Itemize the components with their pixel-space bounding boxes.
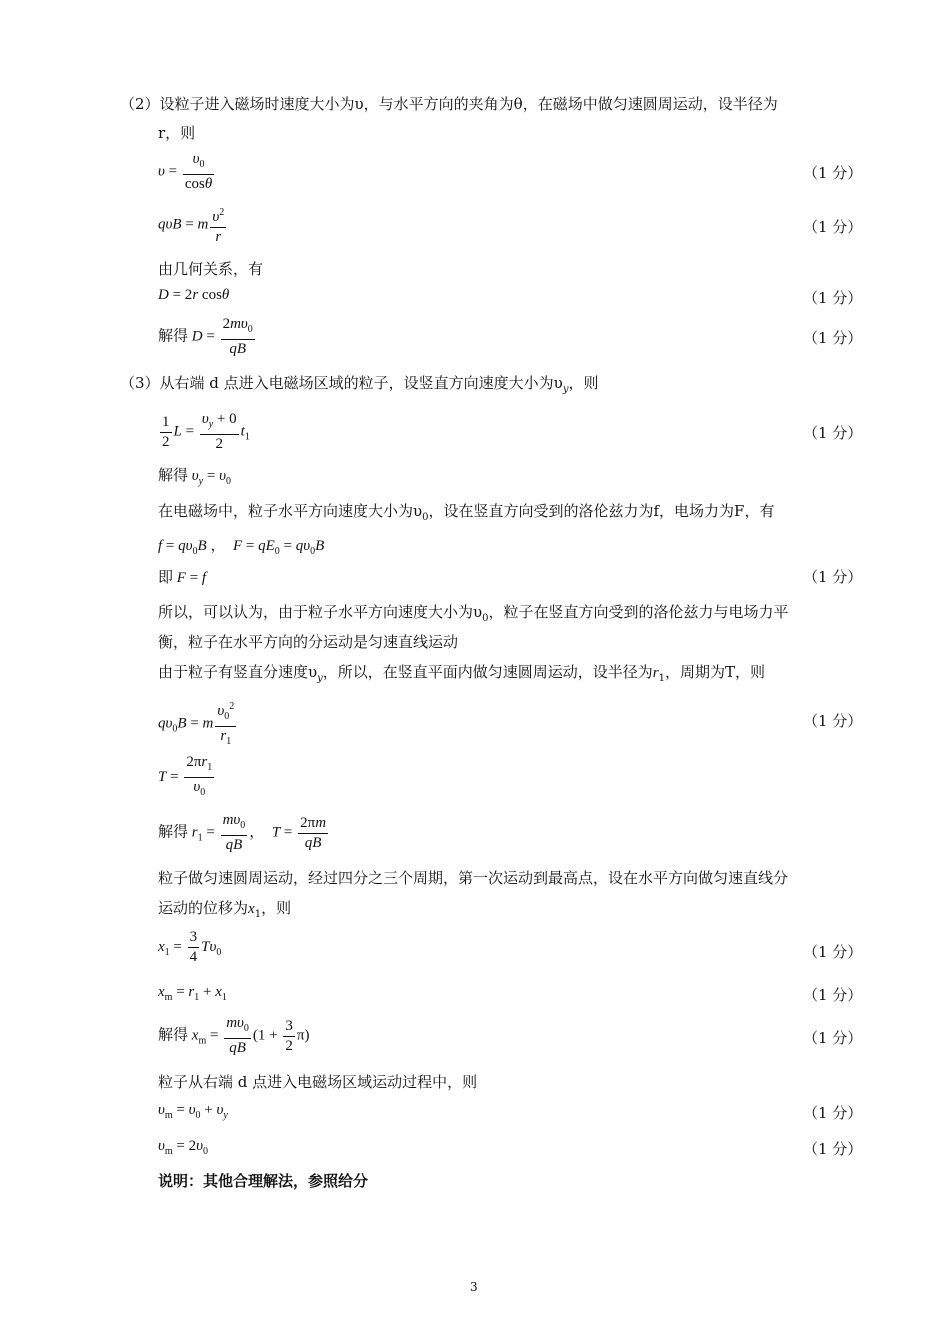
score: （1 分） [803,568,863,586]
score: （1 分） [803,164,863,182]
part3-intro: （3）从右端 d 点进入电磁场区域的粒子，设竖直方向速度大小为$\upsilon_y$，则 [120,374,599,395]
equation-forces: $f = q\upsilon_0B$ ， $F = qE_0 = q\upsilon_0B$ [158,538,325,557]
equation-xm-solution: 解得 $x_m$ = $\frac{m\upsilon_0}{qB}$ (1 + $\frac{3}{2}$ π) [158,1015,310,1056]
conclusion-line1: 所以，可以认为，由于粒子水平方向速度大小为$\upsilon_0$，粒子在竖直方向受到的洛伦兹力与电场力平 [158,603,789,624]
score: （1 分） [803,986,863,1004]
equation-period: T = $\frac{2\pi r_1}{\upsilon_0}$ [158,754,213,798]
score: （1 分） [803,424,863,442]
score: （1 分） [803,1029,863,1047]
part2-intro-line2: r，则 [158,124,196,142]
motion-line1: 粒子做匀速圆周运动，经过四分之三个周期，第一次运动到最高点，设在水平方向做匀速直线分 [158,869,789,887]
equation-vm: $\upsilon_m = 2\upsilon_0$ [158,1138,209,1157]
equation-v-cos: υ = $\frac{\upsilon_0}{\cos\theta}$ [158,151,213,192]
solve-prefix: 解得 [158,328,189,345]
score: （1 分） [803,289,863,307]
part2-intro-line1: （2）设粒子进入磁场时速度大小为υ，与水平方向的夹角为θ，在磁场中做匀速圆周运动，设半径为 [120,95,778,113]
score: （1 分） [803,1140,863,1158]
equation-xm: $x_m = r_1 + x_1$ [158,984,227,1003]
equation-D: D = 2r cosθ [158,287,230,303]
conclusion-line2: 衡，粒子在水平方向的分运动是匀速直线运动 [158,633,459,651]
score: （1 分） [803,712,863,730]
vertical-line: 由于粒子有竖直分速度$\upsilon_y$，所以，在竖直平面内做匀速圆周运动，设半径为$r_1$，周期为T，则 [158,663,766,684]
equation-circular: $q\upsilon_0B = m$ $\frac{\upsilon_0^2}{r_1}$ [158,697,238,751]
score: （1 分） [803,329,863,347]
field-line: 在电磁场中，粒子水平方向速度大小为$\upsilon_0$，设在竖直方向受到的洛伦兹力为f，电场力为F，有 [158,502,775,523]
page-number: 3 [470,1280,478,1294]
equation-vm-sum: $\upsilon_m = \upsilon_0 + \upsilon_y$ [158,1102,228,1121]
equation-half-L: $\frac{1}{2}$ L = $\frac{\upsilon_y + 0}{2}$ $t_1$ [162,411,250,452]
geometry-text: 由几何关系，有 [158,260,264,278]
equation-F-eq-f: 即 F = f [158,570,207,586]
score: （1 分） [803,943,863,961]
score: （1 分） [803,218,863,236]
equation-r1-T: 解得 $r_1$ = $\frac{m\upsilon_0}{qB}$ ， T = $\frac{2\pi m}{qB}$ [158,812,327,853]
equation-vy: 解得 $\upsilon_y = \upsilon_0$ [158,468,231,487]
equation-lorentz: qυB = m $\frac{\upsilon^2}{r}$ [158,203,228,247]
process-line: 粒子从右端 d 点进入电磁场区域运动过程中，则 [158,1073,478,1091]
motion-line2: 运动的位移为$x_1$，则 [158,899,292,920]
grading-note: 说明：其他合理解法，参照给分 [158,1172,369,1190]
equation-D-solution: 解得 D = $\frac{2m\upsilon_0}{qB}$ [158,316,253,357]
equation-x1: $x_1$ = $\frac{3}{4}$ $T\upsilon_0$ [158,929,222,965]
score: （1 分） [803,1104,863,1122]
